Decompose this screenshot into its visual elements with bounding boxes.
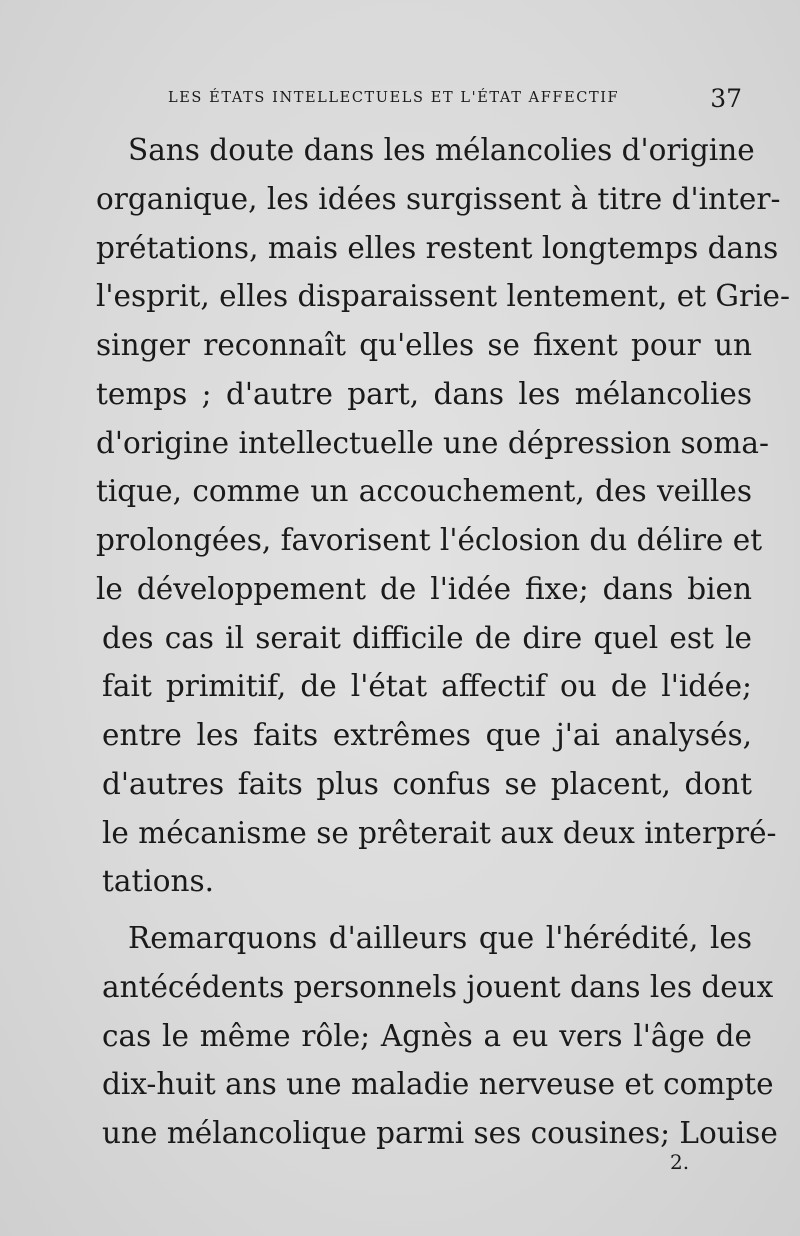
text-line: prolongées, favorisent l'éclosion du délire et (96, 523, 763, 557)
text-line: singer reconnaît qu'elles se fixent pour un (96, 328, 752, 362)
running-head (168, 84, 748, 114)
body-text (96, 126, 790, 1158)
text-line: d'origine intellectuelle une dépression soma- (96, 425, 769, 460)
text-line: d'autres faits plus confus se placent, dont (102, 766, 752, 801)
text-line: entre les faits extrêmes que j'ai analysés, (102, 718, 752, 752)
text-line: tations. (102, 864, 215, 899)
text-line: une mélancolique parmi ses cousines; Louise (102, 1116, 778, 1150)
text-line: dix-huit ans une maladie nerveuse et compte (102, 1067, 774, 1102)
text-line: l'esprit, elles disparaissent lentement, et Grie- (96, 279, 790, 314)
text-line: le mécanisme se prêterait aux deux interpré- (102, 815, 777, 850)
running-title: LES ÉTATS INTELLECTUELS ET L'ÉTAT AFFECTIF (168, 90, 620, 106)
text-line: organique, les idées surgissent à titre d'inter- (96, 181, 781, 216)
text-line: temps ; d'autre part, dans les mélancolies (96, 376, 752, 411)
text-line: antécédents personnels jouent dans les deux (102, 969, 774, 1004)
page-number: 37 (710, 84, 742, 113)
text-line: Remarquons d'ailleurs que l'hérédité, les (128, 921, 752, 955)
text-line: des cas il serait difficile de dire quel est le (102, 620, 752, 655)
text-line: cas le même rôle; Agnès a eu vers l'âge de (102, 1018, 752, 1053)
text-line: prétations, mais elles restent longtemps dans (96, 230, 779, 265)
text-line: le développement de l'idée fixe; dans bien (96, 571, 752, 606)
text-line: tique, comme un accouchement, des veilles (96, 474, 752, 509)
text-line: Sans doute dans les mélancolies d'origine (128, 133, 755, 167)
signature-mark: 2. (670, 1150, 690, 1174)
text-line: fait primitif, de l'état affectif ou de l'idée; (102, 669, 752, 704)
